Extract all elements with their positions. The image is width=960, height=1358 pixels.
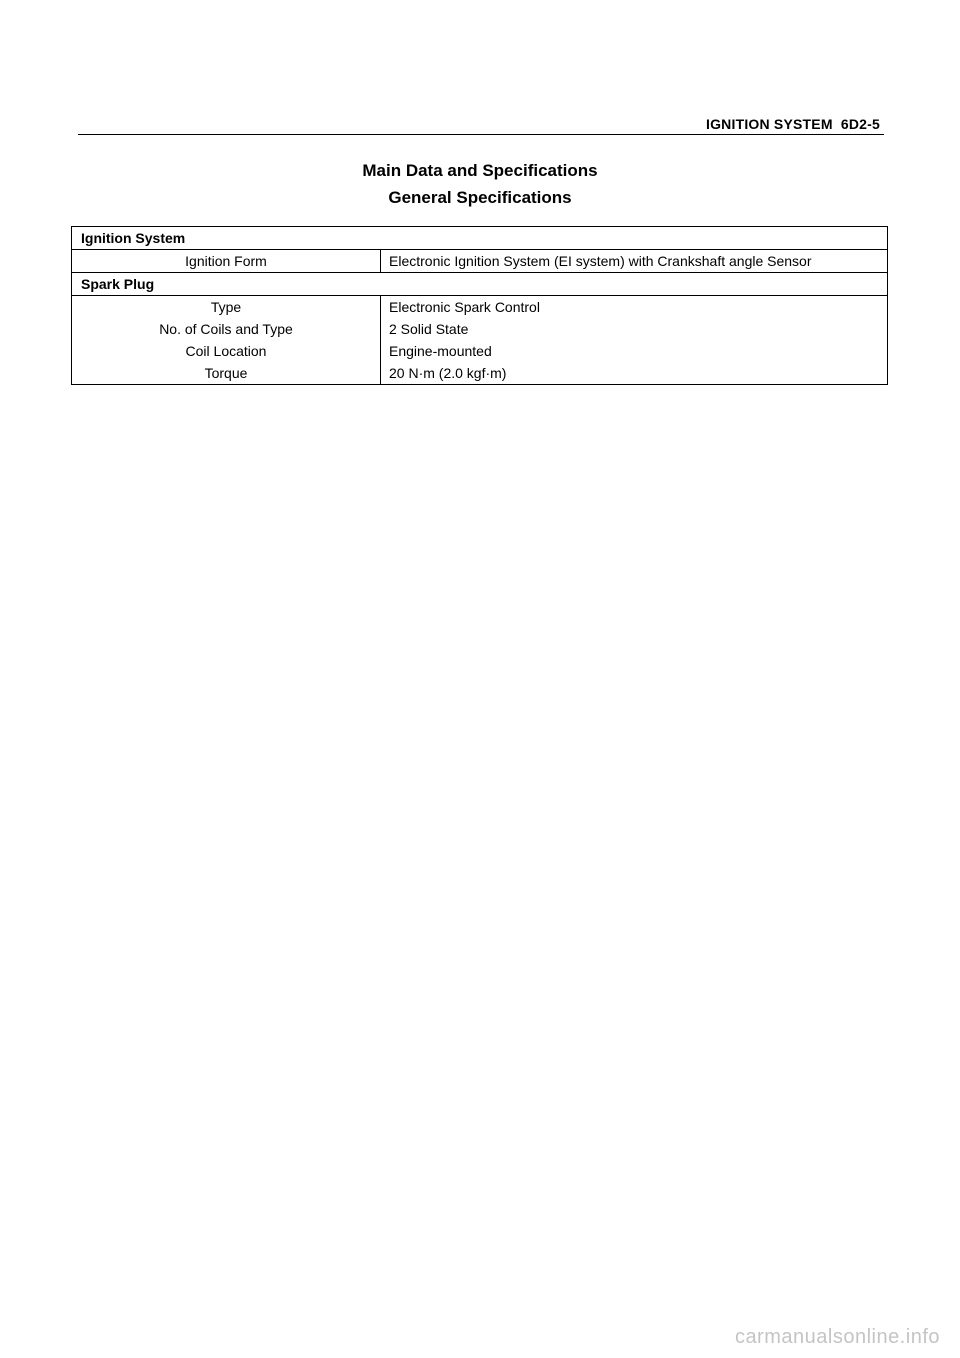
section-header-spark-plug: Spark Plug [72, 273, 887, 296]
row-value: Engine-mounted [389, 343, 492, 359]
table-row [72, 362, 887, 384]
row-value: Electronic Ignition System (EI system) with Crankshaft angle Sensor [389, 253, 812, 269]
table-row [72, 250, 887, 273]
section-header-ignition-system: Ignition System [72, 227, 887, 250]
row-label: No. of Coils and Type [72, 318, 381, 340]
row-value: 2 Solid State [389, 321, 469, 337]
spec-table [71, 226, 888, 385]
row-label: Ignition Form [72, 250, 381, 272]
table-row [72, 318, 887, 340]
row-value: 20 N·m (2.0 kgf·m) [389, 365, 507, 381]
page-header [78, 116, 884, 135]
page-header-text: IGNITION SYSTEM 6D2-5 [706, 116, 880, 132]
footer-watermark: carmanualsonline.info [734, 1326, 940, 1348]
table-row [72, 296, 887, 318]
sub-title: General Specifications [388, 188, 572, 207]
row-label: Coil Location [72, 340, 381, 362]
row-value: Electronic Spark Control [389, 299, 540, 315]
row-label: Type [72, 296, 381, 318]
main-title: Main Data and Specifications [362, 161, 598, 180]
table-row [72, 340, 887, 362]
row-label: Torque [72, 362, 381, 384]
